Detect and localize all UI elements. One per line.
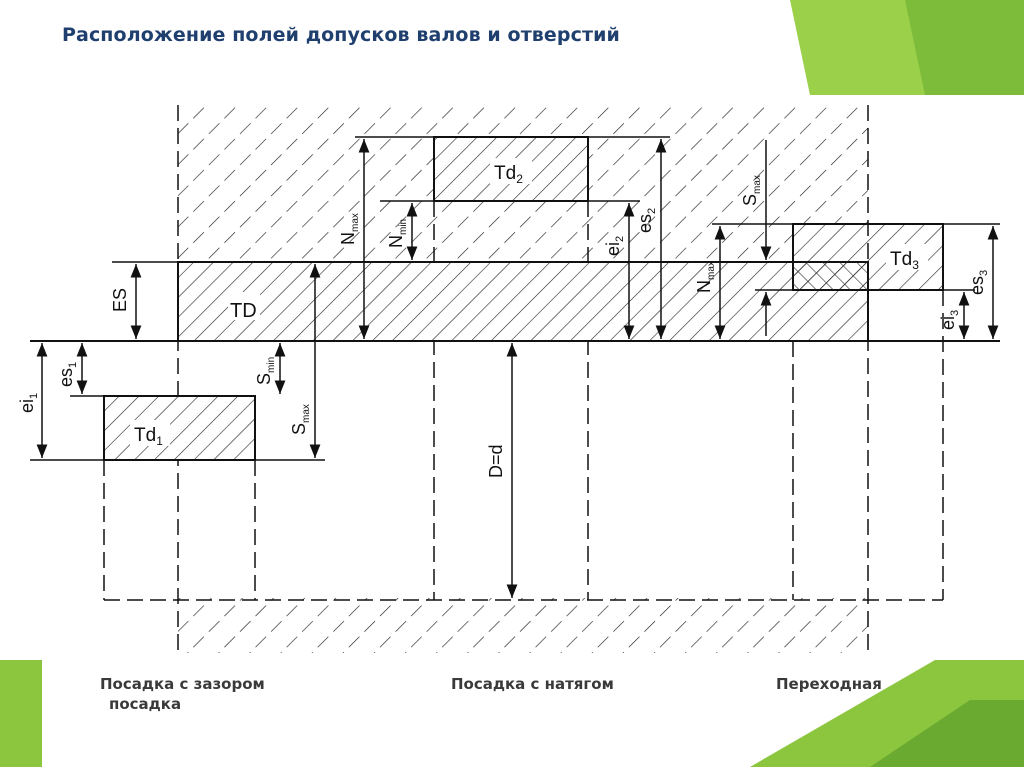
bottom-left-green-shape [0,660,42,767]
label-es2: $es_2$ [635,207,658,233]
label-es: ES [110,287,130,312]
hole-material-lower [178,598,868,653]
caption-clearance-fit [100,674,265,714]
top-right-green-shape-dark [905,0,1024,95]
label-d-equals-d: D=d [486,444,506,478]
label-ei1: $ei_1$ [17,392,40,413]
label-ei2: $ei_2$ [603,235,626,256]
caption-transition-fit: Переходная [776,675,882,693]
label-td2: $Td_2$ [494,163,523,186]
label-td3: $Td_3$ [890,249,919,272]
hole-tolerance-zone-td [178,262,868,341]
label-es3: $es_3$ [967,269,990,295]
label-smin: $S_{min}$ [254,356,277,385]
slide-title: Расположение полей допусков валов и отверстий [62,24,620,46]
label-nmax-3: $N_{max}$ [694,261,717,293]
caption-interference-fit: Посадка с натягом [451,675,614,693]
label-nmin-2: $N_{min}$ [386,218,409,248]
label-smax: $S_{max}$ [289,404,312,435]
caption-clearance-line1: Посадка с зазором [100,675,265,693]
label-nmax-2: $N_{max}$ [338,213,361,245]
label-td1: $Td_1$ [134,425,163,448]
label-smax-3: $S_{max}$ [740,175,763,206]
tolerance-diagram [0,95,1005,660]
label-ei3: $ei_3$ [938,309,961,330]
caption-clearance-line2: посадка [109,695,182,713]
label-td: TD [230,300,257,322]
label-es1: $es_1$ [56,361,79,387]
overlap-crosshatch [793,262,868,290]
shaft-tolerance-zone-td1 [104,396,255,460]
